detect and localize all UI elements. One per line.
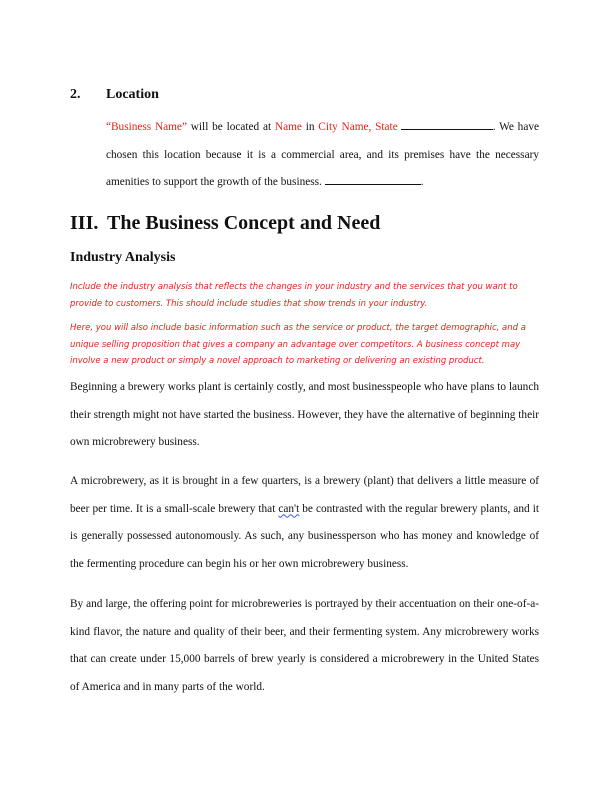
spellcheck-flagged-word[interactable]: can't [278,502,300,515]
industry-analysis-heading: Industry Analysis [70,250,176,265]
location-text-a: will be located at [186,121,275,133]
location-paragraph [106,114,539,197]
location-text-end: . [420,176,424,189]
location-text-in: in [301,121,319,133]
location-heading [70,87,159,103]
business-name-placeholder: “Business Name” [106,121,187,133]
body-paragraph-3: By and large, the offering point for microbreweries is portrayed by their accentuation on their one-of-a-kind flavor, the nature and quality of their beer, and their fermenting system. Any microbrewery works that can create under 15,000 barrels of brew yearly is considered a microbrewery in the United States of America and in many parts of the world. [70,598,539,694]
location-heading-number: 2. [70,87,81,102]
section-heading-number: III. [70,212,99,234]
location-blank-line-1 [401,119,493,130]
body-paragraph-2 [70,468,539,579]
location-text-b: . We have chosen this location because it is a commercial area, and its premises have the necessary amenities to support the growth of the business. [106,121,540,189]
section-heading-title: The Business Concept and Need [107,212,381,234]
body-paragraph-1: Beginning a brewery works plant is certainly costly, and most businesspeople who have plans to launch their strength might not have started the business. However, they have the alternative of beginning their own microbrewery business. [70,381,539,449]
name-placeholder: Name [274,121,302,133]
location-heading-title: Location [106,87,159,102]
section-heading [70,212,380,235]
instruction-text-2: Here, you will also include basic information such as the service or product, the target demographic, and a unique selling proposition that gives a company an advantage over competitors. A business concept may involve a new product or simply a novel approach to marketing or delivering an existing product. [70,323,526,366]
instruction-text-1: Include the industry analysis that reflects the changes in your industry and the services that you want to provide to customers. This should include studies that show trends in your industry. [70,282,518,309]
paragraph-2-text-b: be contrasted with the regular brewery plants, and it is generally possessed autonomously. As such, any businessperson who has money and knowledge of the fermenting procedure can begin his or her own microbrewery business. [70,502,539,571]
location-blank-line-2 [325,174,421,185]
paragraph-2-text-a: A microbrewery, as it is brought in a few quarters, is a brewery (plant) that delivers a little measure of beer per time. It is a small-scale brewery that [70,475,539,515]
city-state-placeholder: City Name, State [318,121,398,133]
